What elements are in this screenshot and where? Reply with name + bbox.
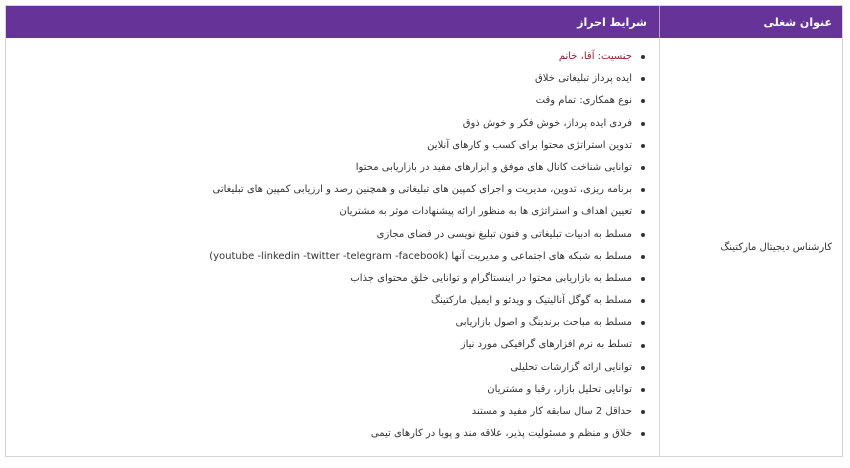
list-item-text: ایده پرداز تبلیغاتی خلاق xyxy=(535,73,632,85)
bullet-icon xyxy=(641,366,645,370)
list-item xyxy=(6,357,645,379)
list-item xyxy=(6,334,645,356)
bullet-icon xyxy=(641,166,645,170)
bullet-icon xyxy=(641,432,645,436)
list-item xyxy=(6,68,645,90)
list-item xyxy=(6,157,645,179)
list-item-text: توانایی شناخت کانال های موفق و ابزارهای مفید در بازاریابی محتوا xyxy=(355,161,632,173)
list-item xyxy=(6,179,645,201)
list-item-text: توانایی تحلیل بازار، رقبا و مشتریان xyxy=(487,383,632,395)
list-item xyxy=(6,401,645,423)
list-item-text: مسلط به بازاریابی محتوا در اینستاگرام و توانایی خلق محتوای جذاب xyxy=(350,272,632,284)
bullet-icon xyxy=(641,344,645,348)
bullet-icon xyxy=(641,410,645,414)
list-item-text: مسلط به ادبیات تبلیغاتی و فنون تبلیغ نویسی در فضای مجازی xyxy=(376,228,632,240)
bullet-icon xyxy=(641,210,645,214)
bullet-icon xyxy=(641,299,645,303)
list-item-text: جنسیت: آقا، خانم xyxy=(558,51,632,62)
list-item xyxy=(6,379,645,401)
bullet-icon xyxy=(641,255,645,259)
list-item xyxy=(6,135,645,157)
job-requirements-table xyxy=(5,5,843,457)
list-item-text: توانایی ارائه گزارشات تحلیلی xyxy=(510,361,632,373)
list-item xyxy=(6,90,645,112)
bullet-icon xyxy=(641,144,645,148)
list-item-text: تدوین استراتژی محتوا برای کسب و کارهای آنلاین xyxy=(427,139,632,151)
job-title-cell: کارشناس دیجیتال مارکتینگ xyxy=(659,38,842,456)
bullet-icon xyxy=(641,55,645,59)
list-item-text: تسلط به نرم افزارهای گرافیکی مورد نیاز xyxy=(460,339,632,351)
list-item-text: مسلط به مباحث برندینگ و اصول بازاریابی xyxy=(455,317,632,329)
table-row xyxy=(6,38,842,456)
requirements-cell xyxy=(6,38,659,456)
list-item xyxy=(6,46,645,68)
list-item xyxy=(6,201,645,223)
bullet-icon xyxy=(641,188,645,192)
list-item-text: برنامه ریزی، تدوین، مدیریت و اجرای کمپین های تبلیغاتی و همچنین رصد و ارزیابی کمپین های تبلیغاتی xyxy=(212,184,632,196)
list-item xyxy=(6,423,645,445)
list-item xyxy=(6,246,645,268)
table-header xyxy=(6,6,842,38)
requirements-list xyxy=(6,46,645,445)
bullet-icon xyxy=(641,321,645,325)
bullet-icon xyxy=(641,388,645,392)
list-item-text: مسلط به شبکه های اجتماعی و مدیریت آنها (youtube -linkedin -twitter -telegram -facebook) xyxy=(209,250,632,262)
list-item-text: نوع همکاری: تمام وقت xyxy=(535,95,632,107)
list-item xyxy=(6,268,645,290)
list-item xyxy=(6,113,645,135)
list-item xyxy=(6,224,645,246)
bullet-icon xyxy=(641,277,645,281)
list-item-text: خلاق و منظم و مسئولیت پذیر، علاقه مند و پویا در کارهای تیمی xyxy=(370,428,632,440)
header-job-title: عنوان شغلی xyxy=(659,6,842,38)
list-item xyxy=(6,312,645,334)
bullet-icon xyxy=(641,233,645,237)
list-item-text: مسلط به گوگل آنالیتیک و ویدئو و ایمیل مارکتینگ xyxy=(431,295,632,307)
list-item-text: حداقل 2 سال سابقه کار مفید و مستند xyxy=(471,406,632,417)
bullet-icon xyxy=(641,122,645,126)
bullet-icon xyxy=(641,99,645,103)
bullet-icon xyxy=(641,77,645,81)
header-requirements: شرایط احراز xyxy=(577,15,647,29)
list-item xyxy=(6,290,645,312)
list-item-text: تعیین اهداف و استراتژی ها به منظور ارائه پیشنهادات موثر به مشتریان xyxy=(339,206,632,218)
list-item-text: فردی ایده پرداز، خوش فکر و خوش ذوق xyxy=(462,117,632,129)
